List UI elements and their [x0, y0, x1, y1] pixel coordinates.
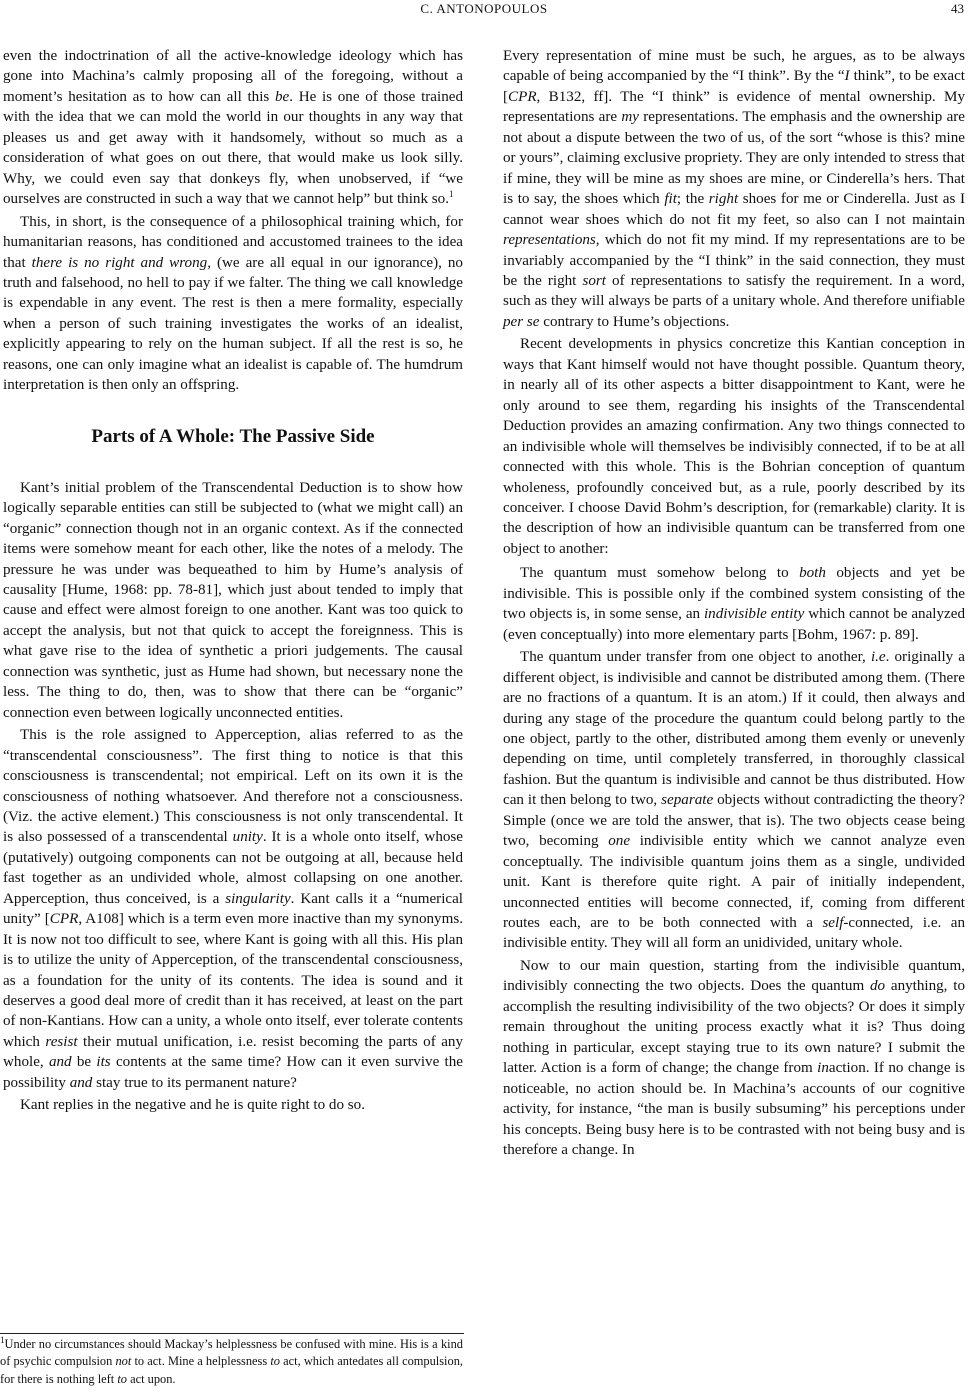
page-number: 43 [951, 1, 964, 16]
paragraph [3, 212, 463, 396]
emphasis: one [608, 833, 631, 850]
text-run: Under no circumstances should Mackay’s helplessness be confused with mine. His is a kind of psychic compulsion [0, 1337, 463, 1369]
emphasis: be [274, 88, 290, 105]
emphasis: do [869, 978, 886, 995]
text-run: be [71, 1054, 97, 1071]
paragraph [3, 1095, 463, 1115]
paragraph [3, 46, 463, 210]
text-run: which cannot be analyzed (even conceptually) into more elementary parts [Bohm, 1967: p. 89]. [503, 606, 965, 643]
text-run: . It is a whole onto itself, whose (putatively) outgoing components can not be outgoing at all, because held fast together as an undivided whole, almost collapsing on one another. Apperception, thus conceived, is a [3, 829, 463, 907]
footnote-divider [0, 1333, 464, 1334]
emphasis: and [48, 1054, 72, 1071]
text-run: . He is one of those trained with the idea that we can mold the world in our thoughts in any way that pleases us and get away with it handsomely, without so much as a consideration of what goes on out there, that would make us look silly. Why, we could even say that donkeys fly, when unobserved, if “we ourselves are constructed in such a way that we cannot help” but think so. [3, 88, 463, 208]
emphasis: per se [503, 313, 540, 330]
emphasis: my [621, 109, 639, 126]
text-run: -connected, i.e. an indivisible entity. They will all form an unidivided, unitary whole. [503, 915, 965, 952]
text-run: act upon. [126, 1371, 176, 1386]
running-head-author: C. ANTONOPOULOS [420, 1, 548, 16]
text-run: contrary to Hume’s objections. [539, 313, 730, 330]
text-run: which do not fit my mind. If my representations are to be invariably accompanied by the “I think” in the said connection, they must be the right [503, 232, 965, 289]
emphasis: to [270, 1354, 280, 1369]
text-run: think”, to be exact [ [503, 68, 965, 105]
emphasis: self [822, 915, 844, 932]
text-run: action. If no change is noticeable, no action should be. In Machina’s accounts of our cognitive activity, for instance, “the man is busily subsuming” his perceptions under his concepts. Being busy here is to be contrasted with not being busy and is therefore a change. In [503, 1060, 965, 1159]
text-run: , A108] which is a term even more inactive than my synonyms. It is now not too difficult to see, where Kant is going with all this. His plan is to utilize the unity of Apperception, of the transcendental consciousness, as a foundation for the unity of its contents. The idea is sound and it deserves a good deal more of credit than it has received, at least on the part of non-Kantians. How can a unity, a whole onto itself, ever tolerate contents which [3, 911, 463, 1050]
right-column [503, 46, 965, 1160]
emphasis: unity [232, 829, 263, 846]
paragraph [3, 478, 463, 723]
text-run: their mutual unification, i.e. resist becoming the parts of any whole, [3, 1033, 463, 1071]
block-quote [503, 563, 965, 645]
emphasis: singularity [225, 890, 291, 907]
text-run: to act. Mine a helplessness [131, 1354, 271, 1369]
left-column [3, 46, 463, 1116]
text-run: , B132, ff]. The “I think” is evidence of mental ownership. My representations are [503, 88, 965, 126]
paragraph [503, 334, 965, 559]
text-run: The quantum under transfer from one object to another, [520, 649, 871, 666]
text-run: objects without contradicting the theory? Simple (once we are told the answer, that is). The two objects cease being two, becoming [503, 792, 966, 850]
text-run: indivisible entity which we cannot analyze even conceptually. The indivisible quantum joins them as a single, undivided unit. Kant is therefore quite right. A pair of initially independent, unconnected entities will become connected, if, coming from different routes each, are to be both connected with a [503, 833, 966, 932]
emphasis: representations, [503, 232, 600, 249]
text-run: The quantum must somehow belong to [520, 565, 800, 582]
emphasis: fit [664, 191, 677, 208]
paragraph [3, 725, 463, 1093]
text-run: even the indoctrination of all the active-knowledge ideology which has gone into Machina’s calmly proposing all of the foregoing, without a moment’s hesitation as to how can all this [3, 48, 463, 105]
text-run: Kant’s initial problem of the Transcendental Deduction is to show how logically separable entities can still be subjected to (what we might call) an “organic” connection though not in an organic context. As if the connected items were somehow meant for each other, like the notes of a melody. The pressure he was under was bequeathed to him by Hume’s analysis of causality [Hume, 1968: pp. 78-81], which just about tended to imply that cause and effect were almost foreign to one another. Kant was too quick to accept the analysis, but not that quick to accept the foreignness. This is what gave rise to the idea of synthetic a priori judgements. The causal connection was synthetic, just as Hume had shown, but necessary none the less. The thing to do, then, was to show that there can be “organic” connection even between logically unconnected entities. [3, 479, 463, 721]
text-run: anything, to accomplish the resulting indivisibility of the two objects? Or does it simply remain throughout the uniting process exactly what it is? Thus doing nothing in particular, except staying true to its own nature? I submit the latter. Action is a form of change; the change from [503, 978, 965, 1077]
paragraph [503, 956, 965, 1161]
emphasis: sort [582, 272, 606, 289]
text-run: Recent developments in physics concretize this Kantian conception in ways that Kant himself would not have thought possible. Quantum theory, in nearly all of its other aspects a bitter disappointment to Kant, were he only around to see them, regarding his insights of the Transcendental Deduction provides an amazing confirmation. Any two things connected to an indivisible whole will themselves be indivisibly connected, if to be at all connected with this whole. This is the Bohrian conception of quantum wholeness, profoundly conceived but, as a rule, poorly described by its conceiver. I choose David Bohm’s description, for (remarkable) clarity. It is the description of how an indivisible quantum can be transferred from one object to another: [503, 336, 965, 557]
footnote-marker: 1 [0, 1334, 5, 1345]
text-run: contents at the same time? How can it even survive the possibility [3, 1054, 463, 1091]
paragraph [503, 46, 965, 332]
section-heading: Parts of A Whole: The Passive Side [91, 425, 375, 447]
paragraph [503, 647, 965, 954]
text-run: This is the role assigned to Apperception, alias referred to as the “transcendental consciousness”. The first thing to notice is that this consciousness is transcendental; not empirical. Left on its own it is the consciousness of nothing whatsoever. And therefore not a consciousness. (Viz. the active element.) This consciousness is not only transcendental. It is also possessed of a transcendental [3, 727, 463, 846]
text-run: shoes for me or Cinderella. Just as I cannot wear shoes which do not fit my feet, so also can I not maintain [503, 191, 965, 228]
text-run: . Kant calls it a “numerical unity” [ [3, 890, 463, 928]
emphasis: I [844, 68, 850, 85]
emphasis: indivisible entity [703, 606, 805, 623]
emphasis: not [115, 1354, 132, 1369]
text-run: ; the [676, 191, 709, 208]
emphasis: in [817, 1060, 829, 1077]
emphasis: to [117, 1371, 127, 1386]
text-run: Kant replies in the negative and he is quite right to do so. [20, 1097, 365, 1114]
text-run: (we are all equal in our ignorance), no truth and falsehood, no hell to pay if we falter. The thing we call knowledge is expendable in any event. The rest is then a mere formality, especially when a person of such training investigates the works of an idealist, explicitly appearing to rely on the human subject. If all the rest is so, he reasons, one can only imagine what an idealist is capable of. The humdrum interpretation is then only an offspring. [3, 254, 463, 394]
footnote-marker: 1 [448, 189, 454, 200]
text-run: act, which antedates all compulsion, for there is nothing left [0, 1354, 463, 1386]
text-run: Every representation of mine must be such, he argues, as to be always capable of being accompanied by the “I think”. By the “ [503, 48, 965, 85]
emphasis: separate [661, 792, 714, 809]
emphasis: its [96, 1054, 111, 1071]
footnote [0, 1336, 463, 1388]
emphasis: and [69, 1074, 93, 1091]
running-header [0, 0, 968, 22]
text-run: objects and yet be indivisible. This is possible only if the combined system consisting of the two objects is, in some sense, an [503, 565, 965, 623]
text-run: . originally a different object, is indivisible and cannot be distributed among them. (There are no fractions of a quantum. It is an atom.) If it could, then always and during any stage of the procedure the quantum could belong partly to the one object, partly to the other, distributed among them evenly or unevenly depending on time, until completely transferred, in thoroughly classical fashion. But the quantum is indivisible and cannot be thus distributed. How can it then belong to two, [503, 649, 965, 809]
emphasis: right [708, 191, 739, 208]
text-run: representations. The emphasis and the ownership are not about a dispute between the two of us, of the sort “whose is this? mine or yours”, claiming exclusive propriety. They are only intended to stress that if mine, they will be mine as my shoes are mine, or Cinderella’s hers. That is to say, the shoes which [503, 109, 965, 208]
text-run: of representations to satisfy the requirement. In a word, such as they will always be parts of a unitary whole. And therefore unifiable [503, 272, 965, 310]
emphasis: there is no right and wrong, [31, 254, 211, 271]
emphasis: CPR [49, 911, 79, 928]
text-run: This, in short, is the consequence of a philosophical training which, for humanitarian reasons, has conditioned and accustomed trainees to the idea that [3, 213, 463, 271]
emphasis: CPR [508, 88, 537, 105]
text-run: Now to our main question, starting from the indivisible quantum, indivisibly connecting the two objects. Does the quantum [503, 957, 965, 995]
emphasis: both [799, 565, 826, 582]
emphasis: resist [45, 1033, 78, 1050]
text-run: stay true to its permanent nature? [92, 1074, 297, 1091]
emphasis: i.e [870, 649, 886, 666]
